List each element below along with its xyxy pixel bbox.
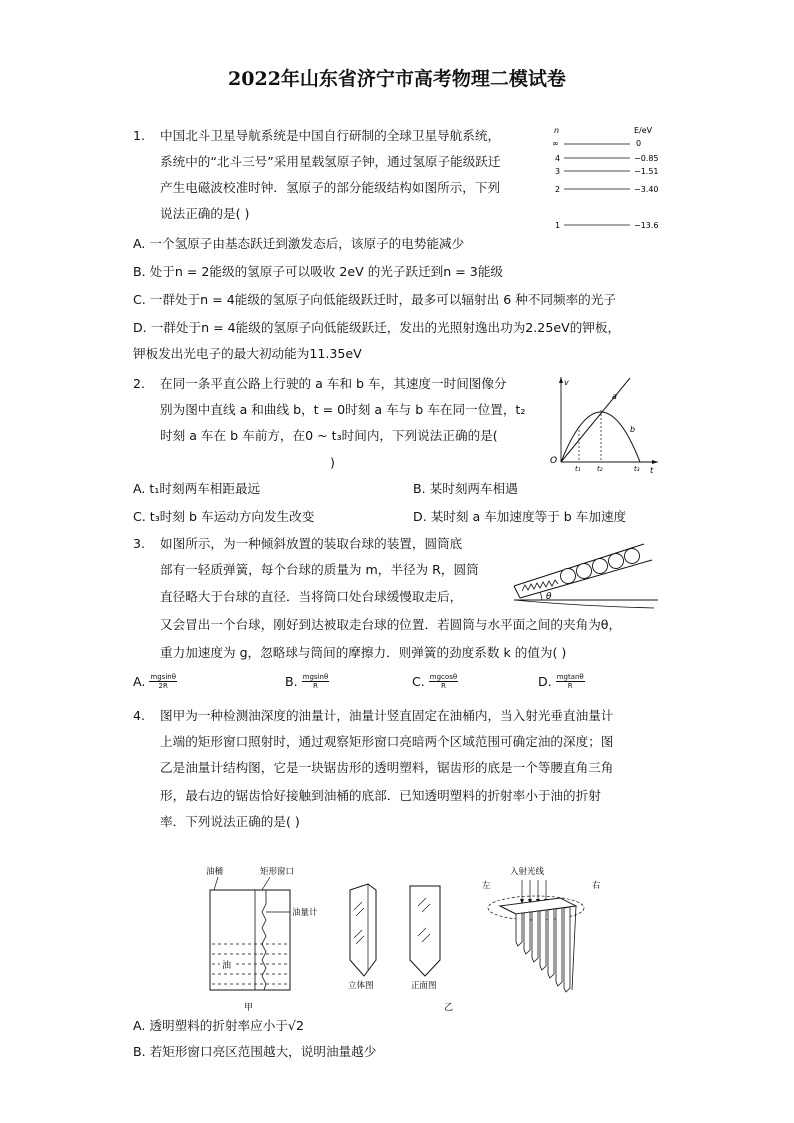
level-n-label: 2 xyxy=(555,185,561,194)
question-text-line: 在同一条平直公路上行驶的 a 车和 b 车，其速度一时间图像分 xyxy=(160,376,507,391)
question-text-line: 中国北斗卫星导航系统是中国自行研制的全球卫星导航系统， xyxy=(160,128,501,143)
fraction-denominator: R xyxy=(313,682,318,690)
level-n-label: 1 xyxy=(555,221,561,230)
billiard-ball xyxy=(625,549,640,564)
option-b: B. 若矩形窗口亮区范围越大，说明油量越少 xyxy=(133,1044,377,1059)
question-text-line: ) xyxy=(330,455,335,470)
question-text-line: 时刻 a 车在 b 车前方，在0 ~ t₃时间内，下列说法正确的是( xyxy=(160,428,498,443)
option-letter: A. xyxy=(133,674,146,689)
t2-label: t₂ xyxy=(597,465,603,473)
v-axis-arrow-icon xyxy=(559,377,563,383)
option-letter: B. xyxy=(285,674,298,689)
t-axis-label: t xyxy=(650,466,654,475)
line-a-label: a xyxy=(612,392,617,401)
theta-label: θ xyxy=(546,592,552,602)
level-n-label: 3 xyxy=(555,167,561,176)
question-text-line: 率．下列说法正确的是( ) xyxy=(160,814,300,829)
level-n-label: ∞ xyxy=(552,139,559,148)
front-view-plate xyxy=(410,886,440,976)
option-c: C. 一群处于n = 4能级的氢原子向低能级跃迁时，最多可以辐射出 6 种不同频率的光子 xyxy=(133,292,616,307)
fraction-numerator: mgsinθ xyxy=(150,673,176,681)
figure-jia-label: 甲 xyxy=(244,1003,254,1013)
left-label: 左 xyxy=(482,881,491,891)
option-a: A. t₁时刻两车相距最远 xyxy=(133,481,261,496)
question-number: 3. xyxy=(133,536,146,551)
option-d: D. 某时刻 a 车加速度等于 b 车加速度 xyxy=(413,509,627,524)
option-b: B. 处于n = 2能级的氢原子可以吸收 2eV 的光子跃迁到n = 3能级 xyxy=(133,264,504,279)
question-number: 1. xyxy=(133,128,146,143)
tube-bottom-end xyxy=(514,586,520,598)
ground-curve xyxy=(514,600,654,608)
question-text-line: 别为图中直线 a 和曲线 b，t = 0时刻 a 车与 b 车在同一位置，t₂ xyxy=(160,402,526,417)
velocity-time-graph xyxy=(546,372,662,476)
fraction-denominator: R xyxy=(441,682,446,690)
barrel-label: 油桶 xyxy=(206,867,224,877)
option-c: C. t₃时刻 b 车运动方向发生改变 xyxy=(133,509,315,524)
t3-label: t₃ xyxy=(634,465,640,473)
question-text-line: 产生电磁波校准时钟．氢原子的部分能级结构如图所示，下列 xyxy=(160,180,501,195)
t-axis-arrow-icon xyxy=(652,460,658,464)
fraction-numerator: mgtanθ xyxy=(556,673,584,681)
option-a: A. 一个氢原子由基态跃迁到激发态后，该原子的电势能减少 xyxy=(133,236,465,251)
fraction xyxy=(149,673,177,690)
solid-view-label: 立体图 xyxy=(348,981,374,991)
option-d xyxy=(538,673,585,690)
energy-level-diagram xyxy=(548,124,668,236)
question-text-line: 图甲为一种检测油深度的油量计，油量计竖直固定在油桶内，当入射光垂直油量计 xyxy=(160,708,614,723)
option-a: A. 透明塑料的折射率应小于√2 xyxy=(133,1018,304,1033)
window-label: 矩形窗口 xyxy=(260,867,295,877)
fraction-numerator: mgcosθ xyxy=(429,673,458,681)
line-a xyxy=(561,378,630,462)
angle-arc xyxy=(540,592,542,600)
level-energy-label: −3.40 xyxy=(634,185,659,194)
billiard-ball xyxy=(561,569,576,584)
incident-rays xyxy=(522,880,546,902)
question-text-line: 系统中的“北斗三号”采用星载氢原子钟，通过氢原子能级跃迁 xyxy=(160,154,501,169)
t1-label: t₁ xyxy=(575,465,581,473)
billiard-ball xyxy=(593,559,608,574)
billiard-tube-diagram xyxy=(508,540,660,610)
option-a xyxy=(133,673,177,690)
billiard-ball xyxy=(577,564,592,579)
incident-light-label: 入射光线 xyxy=(510,867,545,877)
front-view-label: 正面图 xyxy=(411,981,437,991)
sawtooth-right-edge xyxy=(572,906,576,990)
solid-view-plate xyxy=(350,884,376,976)
barrel-pointer xyxy=(214,877,218,890)
origin-label: O xyxy=(550,456,558,466)
curve-b-label: b xyxy=(630,425,636,434)
fraction-numerator: mgsinθ xyxy=(302,673,329,681)
oil-label: 油 xyxy=(222,961,232,971)
level-energy-label: 0 xyxy=(636,139,642,148)
question-number: 4. xyxy=(133,708,146,723)
sawtooth-teeth xyxy=(516,907,570,992)
option-d: D. 一群处于n = 4能级的氢原子向低能级跃迁，发出的光照射逸出功为2.25eV的钾板， xyxy=(133,320,621,335)
v-axis-label: v xyxy=(564,378,569,387)
question-text-line: 说法正确的是( ) xyxy=(160,206,250,221)
figure-yi-label: 乙 xyxy=(444,1003,454,1013)
window-pointer xyxy=(262,877,270,890)
level-energy-label: −0.85 xyxy=(634,154,659,163)
fraction xyxy=(302,673,330,690)
option-b xyxy=(285,673,329,690)
curve-b xyxy=(561,412,640,462)
level-n-label: 4 xyxy=(555,154,561,163)
n-axis-label: n xyxy=(554,126,560,135)
gauge-label: 油量计 xyxy=(292,908,318,918)
fraction xyxy=(429,673,458,690)
option-c xyxy=(412,673,458,690)
oil-gauge-figure xyxy=(200,860,620,1018)
fraction xyxy=(556,673,585,690)
option-letter: C. xyxy=(412,674,425,689)
question-text-line: 部有一轻质弹簧，每个台球的质量为 m，半径为 R，圆筒 xyxy=(160,562,479,577)
question-text-line: 形，最右边的锯齿恰好接触到油桶的底部．已知透明塑料的折射率小于油的折射 xyxy=(160,788,601,803)
oil-barrel xyxy=(210,890,290,990)
question-text-line: 重力加速度为 g，忽略球与筒间的摩擦力．则弹簧的劲度系数 k 的值为( ) xyxy=(160,645,567,660)
right-label: 右 xyxy=(592,881,601,891)
level-energy-label: −13.6 xyxy=(634,221,659,230)
question-text-line: 乙是油量计结构图，它是一块锯齿形的透明塑料，锯齿形的底是一个等腰直角三角 xyxy=(160,760,614,775)
option-b: B. 某时刻两车相遇 xyxy=(413,481,518,496)
energy-axis-label: E/eV xyxy=(634,126,653,135)
level-energy-label: −1.51 xyxy=(634,167,659,176)
billiard-ball xyxy=(609,554,624,569)
page-title: 2022年山东省济宁市高考物理二模试卷 xyxy=(228,68,566,90)
fraction-denominator: R xyxy=(567,682,573,690)
fraction-denominator: 2R xyxy=(158,682,168,690)
option-letter: D. xyxy=(538,674,552,689)
question-text-line: 如图所示，为一种倾斜放置的装取台球的装置，圆筒底 xyxy=(160,536,463,551)
question-text-line: 直径略大于台球的直径．当将筒口处台球缓慢取走后， xyxy=(160,589,463,604)
question-text-line: 上端的矩形窗口照射时，通过观察矩形窗口亮暗两个区域范围可确定油的深度；图 xyxy=(160,734,614,749)
question-number: 2. xyxy=(133,376,146,391)
gauge-sawtooth xyxy=(262,890,266,990)
option-d-continued: 钾板发出光电子的最大初动能为11.35eV xyxy=(133,346,362,361)
question-text-line: 又会冒出一个台球，刚好到达被取走台球的位置．若圆筒与水平面之间的夹角为θ， xyxy=(160,617,622,632)
